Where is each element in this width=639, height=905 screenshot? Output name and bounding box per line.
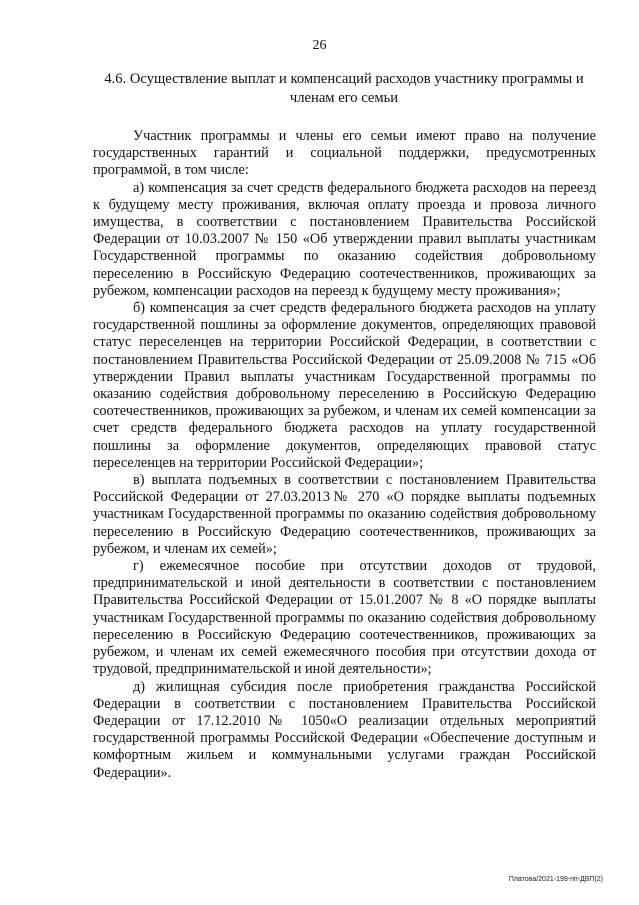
paragraph-item-b: б) компенсация за счет средств федерального бюджета расходов на уплату государственной пошлины за оформление документов, определяющих правовой статус переселенцев на территории Российской Федерации, в соответствии с постановлением Правительства Российской Федерации от 25.09.2008 № 715 «Об утверждении Правил выплаты участникам Государственной программы по оказанию содействия добровольному переселению в Российскую Федерацию соотечественников, проживающих за рубежом, и членам их семей компенсации за счет средств федерального бюджета расходов на уплату государственной пошлины за оформление документов, определяющих правовой статус переселенцев на территории Российской Федерации»; bbox=[93, 300, 596, 471]
paragraph-item-a: а) компенсация за счет средств федерального бюджета расходов на переезд к будущему месту проживания, включая оплату проезда и провоза личного имущества, в соответствии с постановлением Правительства Российской Федерации от 10.03.2007 № 150 «Об утверждении правил выплаты участникам Государственной программы по оказанию содействия добровольному переселению в Российскую Федерацию соотечественников, проживающих за рубежом, компенсации расходов на переезд к будущему месту проживания»; bbox=[93, 179, 596, 299]
paragraph-item-d: д) жилищная субсидия после приобретения гражданства Российской Федерации в соответствии с постановлением Правительства Российской Федерации от 17.12.2010№ 1050«О реализации отдельных мероприятий государственной программы Российской Федерации «Обеспечение доступным и комфортным жильем и коммунальными услугами граждан Российской Федерации». bbox=[93, 678, 596, 781]
document-body bbox=[93, 128, 596, 782]
paragraph-item-g: г) ежемесячное пособие при отсутствии доходов от трудовой, предпринимательской и иной деятельности в соответствии с постановлением Правительства Российской Федерации от 15.01.2007 № 8 «О порядке выплаты участникам Государственной программы по оказанию содействия добровольному переселению в Российскую Федерацию соотечественников, проживающих за рубежом, и членам их семей ежемесячного пособия при отсутствии дохода от трудовой, предпринимательской и иной деятельности»; bbox=[93, 558, 596, 678]
footer-reference: Платова/2021-199-пп-ДВП(2) bbox=[508, 876, 603, 883]
paragraph-item-v: в) выплата подъемных в соответствии с постановлением Правительства Российской Федерации от 27.03.2013№ 270 «О порядке выплаты подъемных участникам Государственной программы по оказанию содействия добровольному переселению в Российскую Федерацию соотечественников, проживающих за рубежом, и членам их семей»; bbox=[93, 472, 596, 557]
section-heading: 4.6. Осуществление выплат и компенсаций расходов участнику программы и членам его семьи bbox=[104, 71, 584, 106]
paragraph-intro: Участник программы и члены его семьи имеют право на получение государственных гарантий и социальной поддержки, предусмотренных программой, в том числе: bbox=[93, 128, 596, 179]
page-number: 26 bbox=[312, 38, 327, 53]
